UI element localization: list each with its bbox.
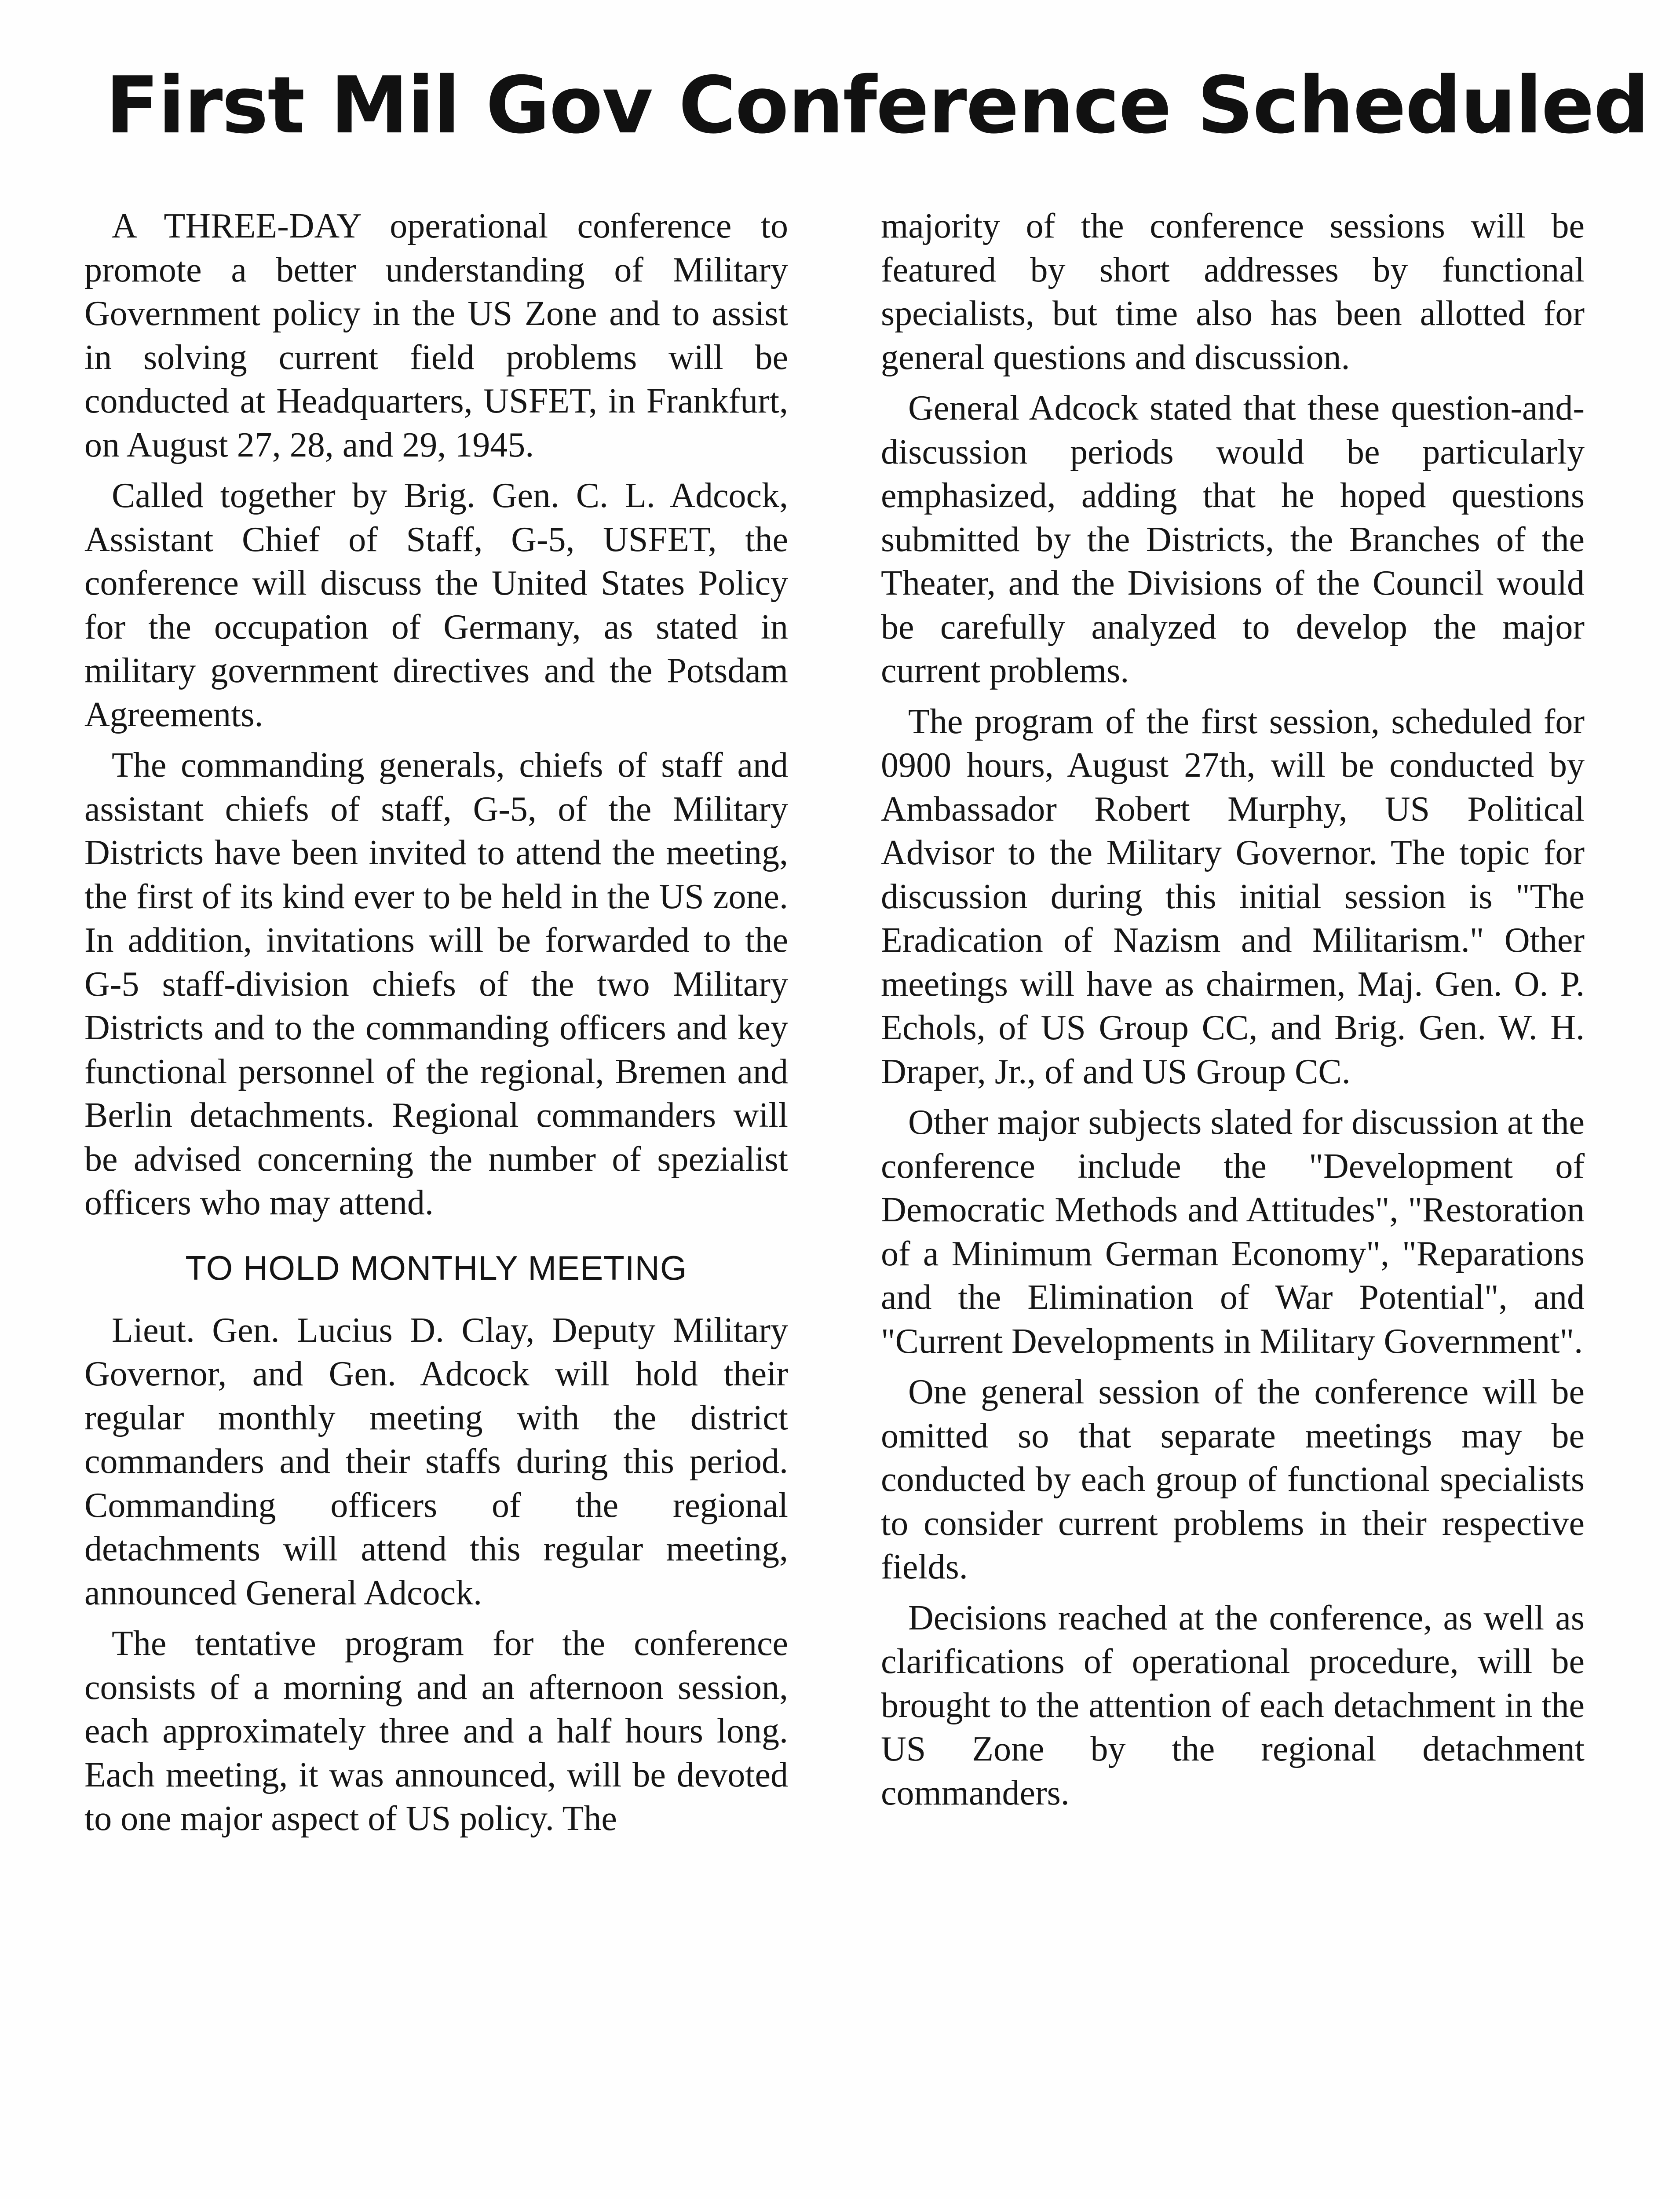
right-column	[881, 205, 1585, 1822]
section-subheading: TO HOLD MONTHLY MEETING	[185, 1248, 687, 1287]
left-column	[84, 205, 788, 1848]
paragraph-invitations: The commanding generals, chiefs of staff and assistant chiefs of staff, G-5, of the Military Districts have been invited to attend the meeting, the first of its kind ever to be held in the US zone. In addition, invitations will be forwarded to the G-5 staff-division chiefs of the two Military Districts and to the commanding officers and key functional personnel of the regional, Bremen and Berlin detachments. Regional commanders will be advised concerning the number of spezialist officers who may attend.	[84, 746, 788, 1222]
paragraph-monthly-meeting: Lieut. Gen. Lucius D. Clay, Deputy Military Governor, and Gen. Adcock will hold their regular monthly meeting with the district commanders and their staffs during this period. Commanding officers of the regional detachments will attend this regular meeting, announced General Adcock.	[84, 1311, 788, 1612]
paragraph-discussion-periods: General Adcock stated that these question-and-discussion periods would be particularly emphasized, adding that he hoped questions submitted by the Districts, the Branches of the Theater, and the Divisions of the Council would be carefully analyzed to develop the major current problems.	[881, 389, 1585, 690]
paragraph-continued-sessions: majority of the conference sessions will be featured by short addresses by functional specialists, but time also has been allotted for general questions and discussion.	[881, 207, 1585, 377]
paragraph-called-together: Called together by Brig. Gen. C. L. Adcock, Assistant Chief of Staff, G-5, USFET, the conference will discuss the United States Policy for the occupation of Germany, as stated in military government directives and the Potsdam Agreements.	[84, 476, 788, 734]
paragraph-first-session: The program of the first session, scheduled for 0900 hours, August 27th, will be conducted by Ambassador Robert Murphy, US Political Advisor to the Military Governor. The topic for discussion during this initial session is "The Eradication of Nazism and Militarism." Other meetings will have as chairmen, Maj. Gen. O. P. Echols, of US Group CC, and Brig. Gen. W. H. Draper, Jr., of and US Group CC.	[881, 702, 1585, 1091]
article-headline: First Mil Gov Conference Scheduled	[106, 60, 1649, 151]
paragraph-decisions: Decisions reached at the conference, as well as clarifications of operational procedure, will be brought to the attention of each detachment in the US Zone by the regional detachment commanders.	[881, 1598, 1585, 1812]
paragraph-tentative-program: The tentative program for the conference consists of a morning and an afternoon session, each approximately three and a half hours long. Each meeting, it was announced, will be devoted to one major aspect of US policy. The	[84, 1624, 788, 1838]
paragraph-separate-meetings: One general session of the conference will be omitted so that separate meetings may be conducted by each group of functional specialists to consider current problems in their respective fields.	[881, 1373, 1585, 1586]
paragraph-conference-announcement: A THREE-DAY operational conference to promote a better understanding of Military Government policy in the US Zone and to assist in solving current field problems will be conducted at Headquarters, USFET, in Frankfurt, on August 27, 28, and 29, 1945.	[84, 207, 788, 464]
paragraph-other-subjects: Other major subjects slated for discussion at the conference include the "Development of Democratic Methods and Attitudes", "Restoration of a Minimum German Economy", "Reparations and the Elimination of War Potential", and "Current Developments in Military Government".	[881, 1103, 1585, 1361]
